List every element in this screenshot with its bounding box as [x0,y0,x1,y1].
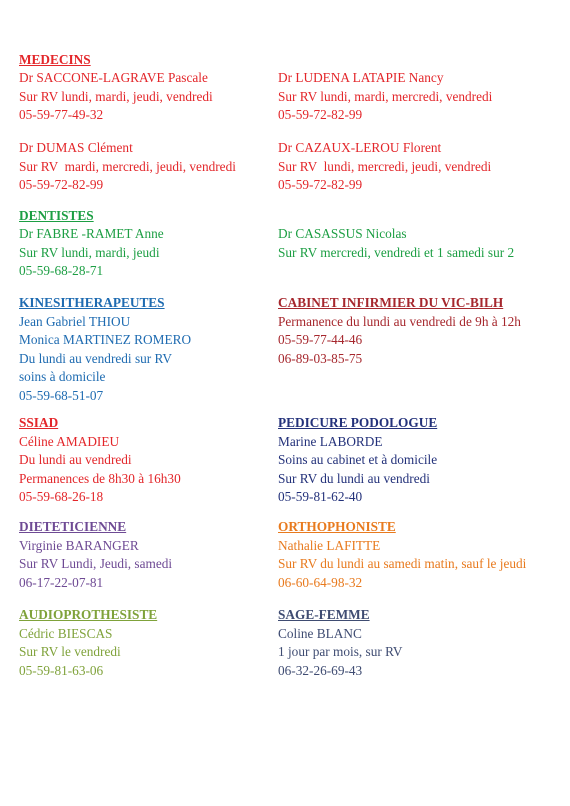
doctor-name: Dr CAZAUX-LEROU Florent [278,140,442,155]
sagefemme-section [278,606,403,680]
sagefemme-name: Coline BLANC [278,625,362,641]
medecin-dumas [19,139,236,195]
audio-schedule: Sur RV le vendredi [19,644,121,659]
schedule: Sur RV mardi, mercredi, jeudi, vendredi [19,158,236,174]
schedule: Sur RV mercredi, vendredi et 1 samedi sur 2 [278,244,515,260]
phone: 05-59-72-82-99 [278,107,363,122]
ssiad-section [19,414,181,507]
dieteticienne-name: Virginie BARANGER [19,537,139,553]
dentiste-casassus [278,225,514,262]
doctor-name: Dr LUDENA LATAPIE Nancy [278,70,444,85]
ssiad-hours: Permanences de 8h30 à 16h30 [19,470,181,486]
doctor-name: Dr DUMAS Clément [19,140,133,155]
schedule: Sur RV lundi, mardi, jeudi, vendredi [19,88,213,104]
schedule: Sur RV lundi, mardi, mercredi, vendredi [278,88,493,104]
dentist-name: Dr CASASSUS Nicolas [278,226,407,241]
schedule: Sur RV lundi, mardi, jeudi [19,244,160,260]
dentiste-fabre-ramet [19,225,164,281]
kine-section [19,294,191,405]
audio-phone: 05-59-81-63-06 [19,662,104,678]
dentistes-title: DENTISTES [19,208,94,223]
medecin-saccone-lagrave [19,69,213,125]
pedicure-title: PEDICURE PODOLOGUE [278,415,438,430]
kine-schedule: Du lundi au vendredi sur RV [19,350,172,366]
pedicure-phone: 05-59-81-62-40 [278,489,363,504]
schedule: Sur RV lundi, mercredi, jeudi, vendredi [278,158,492,174]
medecins-title: MEDECINS [19,52,91,67]
infirmier-section [278,294,521,368]
orthophoniste-section [278,518,526,592]
sagefemme-schedule: 1 jour par mois, sur RV [278,644,403,659]
ssiad-name: Céline AMADIEU [19,433,120,449]
dieteticienne-phone: 06-17-22-07-81 [19,574,104,590]
kine-title: KINESITHERAPEUTES [19,295,165,310]
ssiad-days: Du lundi au vendredi [19,452,132,467]
orthophoniste-schedule: Sur RV du lundi au samedi matin, sauf le jeudi [278,556,527,571]
phone: 05-59-72-82-99 [19,177,104,192]
medecin-cazaux-lerou [278,139,491,195]
doctor-name: Dr SACCONE-LAGRAVE Pascale [19,70,208,85]
audio-section [19,606,157,680]
pedicure-name: Marine LABORDE [278,433,383,449]
audio-name: Cédric BIESCAS [19,625,113,641]
ssiad-title: SSIAD [19,415,59,430]
orthophoniste-title: ORTHOPHONISTE [278,519,396,534]
infirmier-hours: Permanence du lundi au vendredi de 9h à 12h [278,313,521,329]
orthophoniste-name: Nathalie LAFITTE [278,537,381,553]
orthophoniste-phone: 06-60-64-98-32 [278,574,363,590]
kine-phone: 05-59-68-51-07 [19,387,104,403]
ssiad-phone: 05-59-68-26-18 [19,489,104,504]
infirmier-title: CABINET INFIRMIER DU VIC-BILH [278,295,504,310]
infirmier-phone-2: 06-89-03-85-75 [278,350,363,366]
pedicure-schedule: Sur RV du lundi au vendredi [278,470,430,486]
kine-name-1: Jean Gabriel THIOU [19,313,131,329]
audio-title: AUDIOPROTHESISTE [19,607,158,622]
pedicure-section [278,414,437,507]
dieteticienne-title: DIETETICIENNE [19,519,127,534]
dieteticienne-section [19,518,172,592]
medecin-ludena-latapie [278,69,492,125]
dieteticienne-schedule: Sur RV Lundi, Jeudi, samedi [19,556,173,571]
infirmier-phone-1: 05-59-77-44-46 [278,332,363,347]
phone: 05-59-72-82-99 [278,177,363,192]
pedicure-care: Soins au cabinet et à domicile [278,452,438,467]
dentist-name: Dr FABRE -RAMET Anne [19,226,164,241]
phone: 05-59-77-49-32 [19,107,104,122]
phone: 05-59-68-28-71 [19,263,104,278]
sagefemme-title: SAGE-FEMME [278,607,370,622]
kine-name-2: Monica MARTINEZ ROMERO [19,332,192,347]
sagefemme-phone: 06-32-26-69-43 [278,662,363,678]
kine-home-care: soins à domicile [19,369,106,384]
